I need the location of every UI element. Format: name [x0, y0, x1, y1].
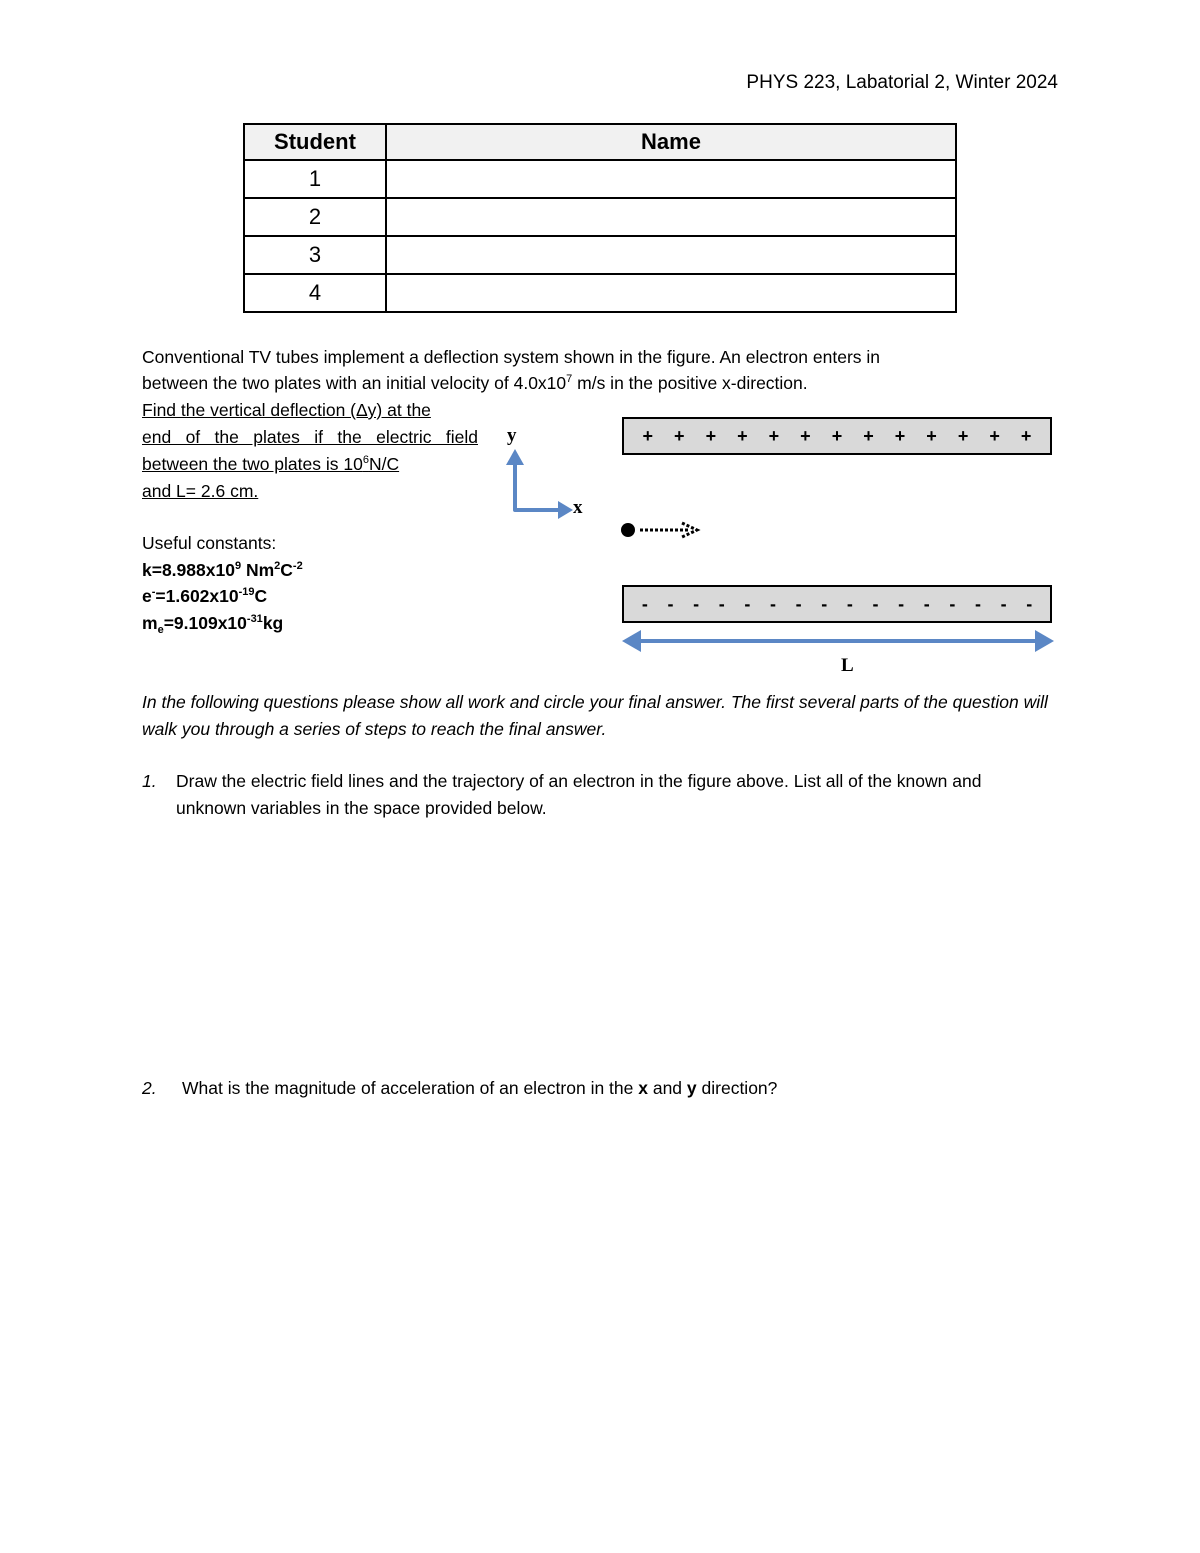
column-header-name: Name — [386, 124, 956, 160]
plus-sign: + — [957, 425, 969, 446]
plus-sign: + — [831, 425, 843, 446]
plus-sign: + — [737, 425, 748, 446]
page-header: PHYS 223, Labatorial 2, Winter 2024 — [746, 72, 1058, 93]
question-2 — [142, 1075, 1002, 1102]
plus-sign: + — [926, 425, 937, 446]
student-number: 1 — [244, 160, 386, 198]
plus-sign: + — [642, 425, 654, 446]
plus-sign: + — [705, 425, 717, 446]
intro-line-2: between the two plates with an initial velocity of $4.0x10^7$ m/s in the positive x-direction. — [142, 373, 808, 393]
minus-sign: - — [923, 593, 930, 614]
minus-sign: - — [872, 593, 879, 614]
question-text: What is the magnitude of acceleration of an electron in the x and y direction? — [182, 1078, 778, 1098]
minus-sign: - — [949, 593, 956, 614]
minus-sign: - — [769, 593, 776, 614]
intro-line-1: Conventional TV tubes implement a deflection system shown in the figure. An electron enters in — [142, 347, 880, 367]
minus-sign: - — [718, 593, 725, 614]
instructions: In the following questions please show all work and circle your final answer. The first several parts of the question will walk you through a series of steps to reach the final answer. — [142, 692, 1048, 739]
positive-plate — [622, 417, 1052, 455]
plus-sign: + — [800, 425, 811, 446]
minus-sign: - — [1000, 593, 1007, 614]
plus-sign: + — [894, 425, 906, 446]
minus-sign: - — [744, 593, 751, 614]
problem-line-1: Find the vertical deflection (Δy) at the — [142, 400, 431, 420]
electron-icon — [621, 523, 697, 537]
constant-me: $m_e=9.109x10^{-31}kg$ — [142, 612, 284, 636]
constant-k: $k=8.988x10^9$ $Nm^2C^{-2}$ — [142, 559, 303, 580]
minus-sign: - — [821, 593, 828, 614]
constants-title: Useful constants: — [142, 533, 277, 553]
minus-sign: - — [846, 593, 853, 614]
student-number: 2 — [244, 198, 386, 236]
negative-plate — [622, 585, 1052, 623]
column-header-student: Student — [244, 124, 386, 160]
question-number: 2. — [142, 1078, 157, 1098]
length-arrow-icon — [622, 630, 1054, 652]
student-number: 3 — [244, 236, 386, 274]
question-1 — [142, 768, 1002, 822]
length-label: L — [841, 655, 854, 676]
plus-sign: + — [989, 425, 1000, 446]
axes-icon — [506, 449, 573, 519]
student-number: 4 — [244, 274, 386, 312]
constant-e: $e^-=1.602x10^{-19}C$ — [142, 586, 268, 606]
question-text: Draw the electric field lines and the trajectory of an electron in the figure above. List all of the known and unknown variables in the space provided below. — [176, 771, 982, 818]
axis-y-label: y — [507, 425, 517, 446]
minus-sign: - — [667, 593, 674, 614]
minus-sign: - — [1026, 593, 1033, 614]
problem-line-2: end of the plates if the electric field — [142, 427, 478, 447]
minus-sign: - — [795, 593, 802, 614]
problem-line-3: between the two plates is $10^6N/C$ — [142, 454, 400, 474]
minus-sign: - — [898, 593, 905, 614]
plus-sign: + — [768, 425, 780, 446]
plus-sign: + — [863, 425, 874, 446]
minus-sign: - — [693, 593, 700, 614]
problem-line-4: and L= 2.6 cm. — [142, 481, 259, 501]
question-number: 1. — [142, 771, 157, 791]
plus-sign: + — [1020, 425, 1032, 446]
minus-sign: - — [974, 593, 981, 614]
axis-x-label: x — [573, 497, 583, 518]
minus-sign: - — [641, 593, 648, 614]
plus-sign: + — [674, 425, 685, 446]
